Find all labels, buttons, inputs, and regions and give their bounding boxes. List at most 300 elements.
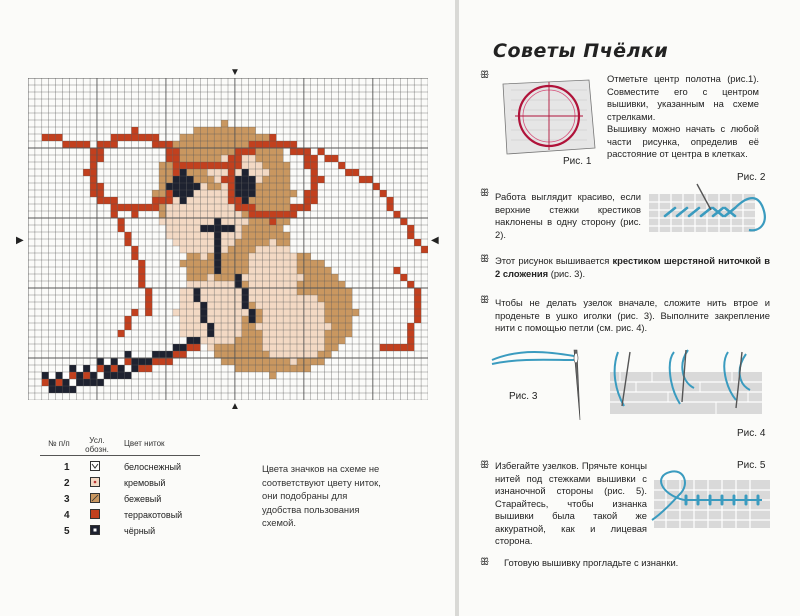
chart-cell	[331, 302, 338, 309]
chart-cell	[414, 316, 421, 323]
chart-cell	[407, 344, 414, 351]
chart-cell	[214, 225, 221, 232]
chart-cell	[331, 344, 338, 351]
chart-cell	[194, 162, 201, 169]
chart-cell	[283, 274, 290, 281]
chart-cell	[394, 344, 401, 351]
chart-cell	[283, 141, 290, 148]
chart-cell	[221, 127, 228, 134]
chart-cell	[325, 267, 332, 274]
chart-cell	[207, 190, 214, 197]
chart-cell	[269, 358, 276, 365]
chart-cell	[407, 323, 414, 330]
chart-cell	[221, 288, 228, 295]
chart-cell	[194, 127, 201, 134]
chart-cell	[269, 344, 276, 351]
chart-cell	[256, 141, 263, 148]
figure-3-needle	[490, 346, 600, 426]
chart-cell	[276, 169, 283, 176]
chart-cell	[256, 239, 263, 246]
chart-cell	[283, 183, 290, 190]
chart-cell	[262, 295, 269, 302]
chart-cell	[304, 365, 311, 372]
chart-cell	[269, 246, 276, 253]
chart-cell	[221, 337, 228, 344]
chart-cell	[69, 365, 76, 372]
chart-cell	[207, 211, 214, 218]
chart-cell	[228, 295, 235, 302]
chart-cell	[159, 169, 166, 176]
chart-cell	[138, 267, 145, 274]
chart-cell	[207, 148, 214, 155]
chart-cell	[269, 316, 276, 323]
chart-cell	[283, 218, 290, 225]
chart-cell	[256, 281, 263, 288]
chart-cell	[290, 295, 297, 302]
chart-cell	[262, 204, 269, 211]
chart-cell	[194, 190, 201, 197]
chart-cell	[297, 337, 304, 344]
chart-cell	[256, 351, 263, 358]
chart-cell	[214, 267, 221, 274]
chart-cell	[297, 365, 304, 372]
chart-cell	[83, 141, 90, 148]
chart-cell	[249, 162, 256, 169]
chart-cell	[76, 379, 83, 386]
legend-row	[40, 460, 260, 476]
chart-cell	[276, 197, 283, 204]
chart-cell	[200, 302, 207, 309]
chart-cell	[249, 218, 256, 225]
chart-cell	[242, 246, 249, 253]
chart-cell	[235, 190, 242, 197]
chart-cell	[283, 169, 290, 176]
chart-cell	[194, 197, 201, 204]
chart-cell	[262, 183, 269, 190]
figure-2-caption: Рис. 2	[737, 172, 766, 183]
chart-cell	[304, 253, 311, 260]
chart-cell	[111, 211, 118, 218]
chart-cell	[235, 169, 242, 176]
chart-cell	[104, 141, 111, 148]
chart-cell	[311, 162, 318, 169]
chart-cell	[221, 134, 228, 141]
chart-cell	[249, 176, 256, 183]
chart-cell	[180, 316, 187, 323]
chart-cell	[269, 204, 276, 211]
chart-cell	[200, 309, 207, 316]
chart-cell	[249, 358, 256, 365]
chart-cell	[290, 260, 297, 267]
chart-cell	[331, 337, 338, 344]
chart-cell	[187, 337, 194, 344]
chart-cell	[214, 204, 221, 211]
chart-cell	[262, 246, 269, 253]
chart-cell	[173, 169, 180, 176]
chart-cell	[173, 232, 180, 239]
chart-cell	[221, 323, 228, 330]
chart-cell	[249, 127, 256, 134]
chart-cell	[228, 246, 235, 253]
chart-cell	[256, 274, 263, 281]
chart-cell	[118, 372, 125, 379]
chart-cell	[173, 225, 180, 232]
chart-cell	[283, 288, 290, 295]
chart-cell	[325, 155, 332, 162]
chart-cell	[97, 148, 104, 155]
chart-cell	[407, 330, 414, 337]
chart-cell	[62, 379, 69, 386]
chart-cell	[97, 365, 104, 372]
chart-cell	[228, 225, 235, 232]
chart-cell	[276, 246, 283, 253]
chart-cell	[269, 162, 276, 169]
chart-cell	[166, 218, 173, 225]
chart-cell	[262, 239, 269, 246]
chart-cell	[311, 281, 318, 288]
chart-cell	[276, 239, 283, 246]
chart-cell	[256, 288, 263, 295]
chart-cell	[249, 155, 256, 162]
chart-cell	[269, 253, 276, 260]
chart-cell	[207, 197, 214, 204]
chart-cell	[249, 365, 256, 372]
chart-cell	[235, 218, 242, 225]
chart-cell	[283, 281, 290, 288]
chart-cell	[221, 302, 228, 309]
chart-cell	[304, 204, 311, 211]
chart-cell	[318, 260, 325, 267]
chart-cell	[221, 330, 228, 337]
chart-cell	[331, 295, 338, 302]
chart-cell	[269, 281, 276, 288]
chart-cell	[200, 330, 207, 337]
chart-cell	[194, 141, 201, 148]
chart-cell	[207, 323, 214, 330]
chart-cell	[104, 358, 111, 365]
chart-cell	[131, 253, 138, 260]
chart-cell	[407, 281, 414, 288]
chart-cell	[221, 358, 228, 365]
chart-cell	[152, 134, 159, 141]
chart-cell	[283, 323, 290, 330]
chart-cell	[207, 204, 214, 211]
chart-cell	[304, 288, 311, 295]
chart-cell	[194, 155, 201, 162]
symbol-cream-icon	[90, 477, 100, 487]
chart-cell	[276, 337, 283, 344]
chart-cell	[325, 281, 332, 288]
chart-cell	[290, 351, 297, 358]
chart-cell	[262, 176, 269, 183]
chart-cell	[235, 337, 242, 344]
chart-cell	[242, 204, 249, 211]
chart-cell	[187, 302, 194, 309]
chart-cell	[269, 211, 276, 218]
symbol-black-icon	[90, 525, 100, 535]
chart-cell	[262, 323, 269, 330]
chart-cell	[290, 204, 297, 211]
chart-cell	[242, 323, 249, 330]
chart-cell	[187, 330, 194, 337]
chart-cell	[311, 169, 318, 176]
chart-cell	[228, 274, 235, 281]
chart-cell	[97, 141, 104, 148]
chart-cell	[318, 267, 325, 274]
chart-cell	[138, 274, 145, 281]
chart-cell	[228, 155, 235, 162]
chart-cell	[194, 218, 201, 225]
chart-cell	[49, 379, 56, 386]
chart-cell	[207, 183, 214, 190]
chart-cell	[235, 260, 242, 267]
chart-cell	[338, 288, 345, 295]
chart-cell	[187, 288, 194, 295]
chart-cell	[311, 323, 318, 330]
chart-cell	[173, 309, 180, 316]
chart-cell	[104, 372, 111, 379]
chart-cell	[200, 127, 207, 134]
chart-cell	[304, 351, 311, 358]
chart-cell	[249, 169, 256, 176]
chart-cell	[262, 365, 269, 372]
legend-color-name: кремовый	[124, 478, 166, 488]
chart-cell	[125, 239, 132, 246]
chart-cell	[166, 225, 173, 232]
chart-cell	[125, 358, 132, 365]
chart-cell	[200, 162, 207, 169]
chart-cell	[242, 134, 249, 141]
chart-cell	[283, 232, 290, 239]
chart-cell	[262, 141, 269, 148]
chart-cell	[297, 204, 304, 211]
chart-cell	[235, 127, 242, 134]
chart-cell	[304, 155, 311, 162]
chart-cell	[131, 358, 138, 365]
chart-cell	[304, 337, 311, 344]
chart-cell	[228, 218, 235, 225]
chart-cell	[173, 351, 180, 358]
chart-cell	[235, 246, 242, 253]
chart-cell	[200, 295, 207, 302]
chart-cell	[242, 316, 249, 323]
chart-cell	[262, 267, 269, 274]
chart-cell	[256, 169, 263, 176]
chart-cell	[242, 232, 249, 239]
chart-cell	[187, 190, 194, 197]
chart-cell	[180, 295, 187, 302]
chart-cell	[214, 232, 221, 239]
chart-cell	[249, 295, 256, 302]
chart-cell	[242, 218, 249, 225]
chart-cell	[228, 330, 235, 337]
bee-icon: ꕥ	[480, 295, 490, 306]
chart-cell	[228, 239, 235, 246]
chart-cell	[180, 288, 187, 295]
chart-cell	[125, 323, 132, 330]
chart-cell	[256, 183, 263, 190]
chart-cell	[221, 211, 228, 218]
chart-cell	[338, 281, 345, 288]
tip-avoid-knots: Избегайте узелков. Прячьте концы нитей под стежками вышивки с изнаночной стороны (рис. 5). Старайтесь, чтобы изнанка вышивки была такой же аккуратной, как и лицевая сторона.	[495, 460, 647, 546]
chart-cell	[311, 190, 318, 197]
tip-no-knot: Чтобы не делать узелок вначале, сложите нить втрое и проденьте в ушко иголки (рис. 3). Выполните закрепление нити с помощью петли (см. рис. 4).	[495, 297, 770, 333]
chart-cell	[331, 330, 338, 337]
chart-cell	[242, 274, 249, 281]
chart-cell	[173, 218, 180, 225]
chart-cell	[228, 232, 235, 239]
chart-cell	[145, 134, 152, 141]
chart-cell	[221, 246, 228, 253]
chart-cell	[221, 197, 228, 204]
page-title: Советы Пчёлки	[493, 40, 669, 62]
chart-cell	[269, 155, 276, 162]
chart-cell	[166, 176, 173, 183]
chart-cell	[318, 351, 325, 358]
chart-cell	[331, 323, 338, 330]
chart-cell	[221, 260, 228, 267]
chart-cell	[242, 288, 249, 295]
chart-cell	[318, 309, 325, 316]
bee-icon: ꕥ	[480, 70, 490, 81]
chart-cell	[76, 372, 83, 379]
chart-cell	[194, 169, 201, 176]
cross-stitch-chart	[28, 78, 428, 400]
chart-cell	[276, 309, 283, 316]
chart-cell	[118, 134, 125, 141]
chart-cell	[221, 183, 228, 190]
chart-cell	[221, 295, 228, 302]
chart-cell	[200, 281, 207, 288]
chart-cell	[262, 211, 269, 218]
chart-cell	[194, 274, 201, 281]
chart-cell	[297, 330, 304, 337]
chart-cell	[152, 190, 159, 197]
chart-cell	[166, 351, 173, 358]
chart-cell	[214, 141, 221, 148]
chart-cell	[194, 309, 201, 316]
chart-cell	[269, 330, 276, 337]
chart-cell	[352, 309, 359, 316]
chart-cell	[311, 358, 318, 365]
chart-cell	[269, 218, 276, 225]
chart-cell	[311, 351, 318, 358]
chart-cell	[180, 176, 187, 183]
chart-cell	[325, 274, 332, 281]
chart-cell	[256, 344, 263, 351]
chart-cell	[228, 260, 235, 267]
chart-cell	[290, 316, 297, 323]
chart-cell	[276, 225, 283, 232]
chart-cell	[145, 365, 152, 372]
chart-cell	[318, 302, 325, 309]
chart-cell	[331, 309, 338, 316]
chart-cell	[214, 309, 221, 316]
chart-cell	[262, 260, 269, 267]
chart-cell	[228, 344, 235, 351]
chart-cell	[256, 232, 263, 239]
chart-cell	[180, 330, 187, 337]
chart-cell	[269, 134, 276, 141]
chart-cell	[97, 379, 104, 386]
chart-cell	[269, 323, 276, 330]
chart-cell	[256, 134, 263, 141]
chart-cell	[304, 274, 311, 281]
chart-cell	[304, 323, 311, 330]
chart-cell	[214, 197, 221, 204]
chart-cell	[394, 267, 401, 274]
chart-cell	[407, 225, 414, 232]
chart-cell	[269, 267, 276, 274]
chart-cell	[235, 162, 242, 169]
chart-cell	[380, 344, 387, 351]
chart-cell	[235, 365, 242, 372]
chart-cell	[235, 358, 242, 365]
legend-divider	[40, 455, 200, 456]
chart-cell	[173, 183, 180, 190]
chart-cell	[125, 232, 132, 239]
chart-cell	[262, 232, 269, 239]
chart-cell	[207, 218, 214, 225]
chart-cell	[131, 246, 138, 253]
chart-cell	[173, 162, 180, 169]
chart-cell	[283, 295, 290, 302]
chart-cell	[262, 337, 269, 344]
chart-cell	[249, 302, 256, 309]
chart-cell	[283, 190, 290, 197]
chart-cell	[207, 316, 214, 323]
chart-cell	[276, 358, 283, 365]
chart-cell	[242, 330, 249, 337]
chart-cell	[256, 323, 263, 330]
chart-cell	[262, 218, 269, 225]
chart-cell	[283, 337, 290, 344]
chart-cell	[187, 323, 194, 330]
chart-cell	[269, 365, 276, 372]
chart-cell	[331, 274, 338, 281]
chart-cell	[173, 239, 180, 246]
figure-4-caption: Рис. 4	[737, 428, 766, 439]
chart-cell	[90, 176, 97, 183]
chart-cell	[242, 141, 249, 148]
chart-cell	[194, 267, 201, 274]
chart-cell	[200, 246, 207, 253]
chart-cell	[200, 323, 207, 330]
chart-cell	[69, 372, 76, 379]
chart-cell	[242, 344, 249, 351]
chart-cell	[276, 295, 283, 302]
chart-cell	[207, 330, 214, 337]
chart-cell	[352, 169, 359, 176]
chart-cell	[200, 337, 207, 344]
chart-cell	[194, 323, 201, 330]
chart-cell	[228, 288, 235, 295]
chart-cell	[111, 141, 118, 148]
chart-cell	[159, 358, 166, 365]
chart-cell	[180, 218, 187, 225]
chart-cell	[111, 358, 118, 365]
chart-cell	[214, 190, 221, 197]
chart-cell	[111, 365, 118, 372]
chart-cell	[249, 246, 256, 253]
chart-cell	[200, 176, 207, 183]
chart-cell	[125, 316, 132, 323]
chart-cell	[269, 239, 276, 246]
chart-cell	[249, 344, 256, 351]
chart-cell	[249, 190, 256, 197]
chart-cell	[69, 386, 76, 393]
chart-cell	[90, 155, 97, 162]
